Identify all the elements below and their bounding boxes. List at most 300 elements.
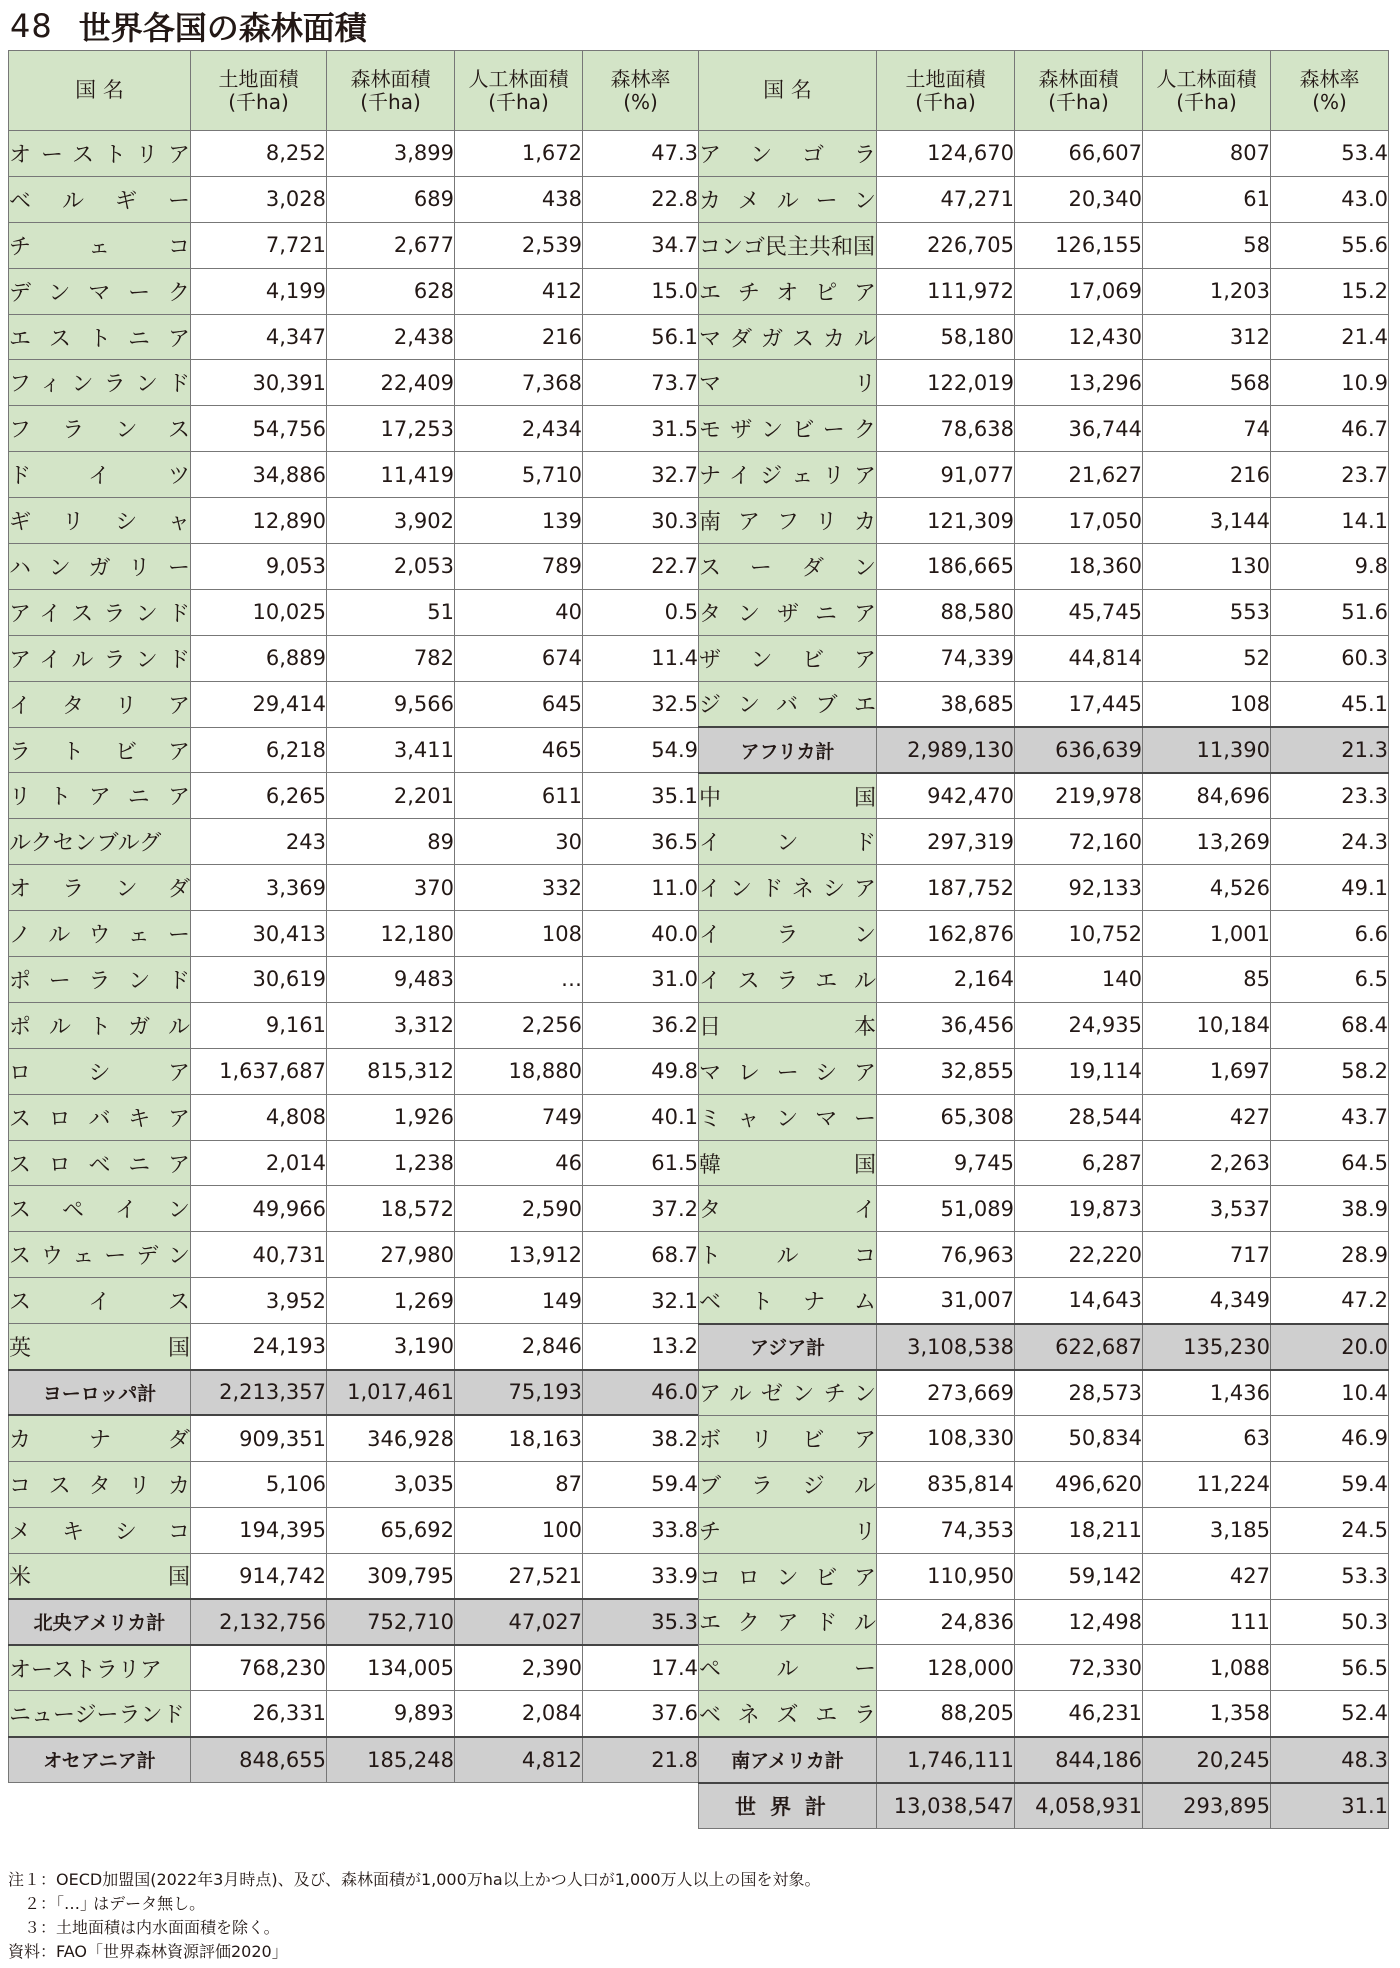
- planted-forest-cell: …: [455, 957, 583, 1003]
- country-name-cell: ラトビア: [9, 727, 191, 773]
- forest-rate-cell: 56.5: [1271, 1645, 1389, 1691]
- forest-area-cell: 17,050: [1015, 498, 1143, 544]
- forest-area-cell: 50,834: [1015, 1415, 1143, 1461]
- forest-rate-cell: 64.5: [1271, 1140, 1389, 1186]
- forest-area-cell: 12,498: [1015, 1599, 1143, 1645]
- planted-forest-cell: 47,027: [455, 1599, 583, 1645]
- forest-rate-cell: 40.0: [583, 911, 699, 957]
- land-area-cell: 3,952: [191, 1278, 327, 1324]
- land-area-cell: 9,745: [877, 1140, 1015, 1186]
- forest-rate-cell: 46.9: [1271, 1415, 1389, 1461]
- country-name-cell: スイス: [9, 1278, 191, 1324]
- country-name-cell: 中国: [699, 773, 877, 819]
- forest-area-cell: 18,572: [327, 1186, 455, 1232]
- table-row: [9, 1278, 699, 1324]
- table-row: [9, 681, 699, 727]
- forest-area-cell: 89: [327, 819, 455, 865]
- land-area-cell: 2,014: [191, 1140, 327, 1186]
- planted-forest-cell: 789: [455, 544, 583, 590]
- land-area-cell: 297,319: [877, 819, 1015, 865]
- forest-area-cell: 9,483: [327, 957, 455, 1003]
- table-row: [699, 635, 1389, 681]
- planted-forest-cell: 293,895: [1143, 1783, 1271, 1829]
- land-area-cell: 29,414: [191, 681, 327, 727]
- forest-rate-cell: 24.5: [1271, 1507, 1389, 1553]
- forest-area-cell: 3,190: [327, 1324, 455, 1370]
- land-area-cell: 12,890: [191, 498, 327, 544]
- planted-forest-cell: 1,358: [1143, 1691, 1271, 1737]
- country-name-cell: ザンビア: [699, 635, 877, 681]
- country-name-cell: ドイツ: [9, 452, 191, 498]
- planted-forest-cell: 1,088: [1143, 1645, 1271, 1691]
- forest-area-cell: 18,211: [1015, 1507, 1143, 1553]
- forest-area-cell: 2,053: [327, 544, 455, 590]
- forest-area-cell: 72,160: [1015, 819, 1143, 865]
- country-name-cell: ベネズエラ: [699, 1691, 877, 1737]
- land-area-cell: 88,205: [877, 1691, 1015, 1737]
- land-area-cell: 942,470: [877, 773, 1015, 819]
- land-area-cell: 3,108,538: [877, 1324, 1015, 1370]
- land-area-cell: 30,391: [191, 360, 327, 406]
- forest-rate-cell: 54.9: [583, 727, 699, 773]
- country-name-cell: ジンバブエ: [699, 681, 877, 727]
- note-3: ３：土地面積は内水面面積を除く。: [8, 1918, 280, 1937]
- land-area-cell: 31,007: [877, 1278, 1015, 1324]
- table-row: [699, 911, 1389, 957]
- country-name-cell: エストニア: [9, 314, 191, 360]
- country-name-cell: カメルーン: [699, 176, 877, 222]
- table-row: [9, 957, 699, 1003]
- forest-rate-cell: 36.5: [583, 819, 699, 865]
- forest-rate-cell: 46.7: [1271, 406, 1389, 452]
- forest-area-cell: 3,902: [327, 498, 455, 544]
- planted-forest-cell: 611: [455, 773, 583, 819]
- note-1: 注１：OECD加盟国(2022年3月時点)、及び、森林面積が1,000万ha以上かつ人口が1,000万人以上の国を対象。: [8, 1870, 821, 1889]
- land-area-cell: 4,347: [191, 314, 327, 360]
- country-name-cell: メキシコ: [9, 1507, 191, 1553]
- forest-rate-cell: 30.3: [583, 498, 699, 544]
- planted-forest-cell: 465: [455, 727, 583, 773]
- forest-rate-cell: 10.4: [1271, 1370, 1389, 1416]
- header-planted: 人工林面積 (千ha): [1143, 51, 1271, 131]
- header-forest: 森林面積 (千ha): [1015, 51, 1143, 131]
- planted-forest-cell: 553: [1143, 589, 1271, 635]
- forest-rate-cell: 48.3: [1271, 1737, 1389, 1783]
- planted-forest-cell: 3,185: [1143, 1507, 1271, 1553]
- land-area-cell: 65,308: [877, 1094, 1015, 1140]
- land-area-cell: 2,164: [877, 957, 1015, 1003]
- land-area-cell: 5,106: [191, 1461, 327, 1507]
- country-name-cell: アルゼンチン: [699, 1370, 877, 1416]
- forest-rate-cell: 53.3: [1271, 1553, 1389, 1599]
- land-area-cell: 49,966: [191, 1186, 327, 1232]
- planted-forest-cell: 568: [1143, 360, 1271, 406]
- forest-rate-cell: 51.6: [1271, 589, 1389, 635]
- country-name-cell: イラン: [699, 911, 877, 957]
- table-row: [9, 1140, 699, 1186]
- country-name-cell: ボリビア: [699, 1415, 877, 1461]
- forest-area-cell: 21,627: [1015, 452, 1143, 498]
- forest-area-cell: 19,873: [1015, 1186, 1143, 1232]
- land-area-cell: 914,742: [191, 1553, 327, 1599]
- planted-forest-cell: 58: [1143, 222, 1271, 268]
- forest-rate-cell: 47.3: [583, 131, 699, 177]
- table-row: [699, 452, 1389, 498]
- table-row: [699, 1186, 1389, 1232]
- planted-forest-cell: 427: [1143, 1094, 1271, 1140]
- forest-rate-cell: 55.6: [1271, 222, 1389, 268]
- country-name-cell: オーストリア: [9, 131, 191, 177]
- forest-rate-cell: 15.2: [1271, 268, 1389, 314]
- forest-rate-cell: 58.2: [1271, 1048, 1389, 1094]
- forest-area-cell: 815,312: [327, 1048, 455, 1094]
- table-row: [699, 406, 1389, 452]
- forest-area-cell: 51: [327, 589, 455, 635]
- land-area-cell: 10,025: [191, 589, 327, 635]
- forest-rate-cell: 6.5: [1271, 957, 1389, 1003]
- planted-forest-cell: 2,084: [455, 1691, 583, 1737]
- planted-forest-cell: 7,368: [455, 360, 583, 406]
- planted-forest-cell: 5,710: [455, 452, 583, 498]
- table-row: [9, 131, 699, 177]
- left-forest-table: [8, 50, 699, 1783]
- planted-forest-cell: 61: [1143, 176, 1271, 222]
- forest-area-cell: 44,814: [1015, 635, 1143, 681]
- table-row: [9, 268, 699, 314]
- land-area-cell: 7,721: [191, 222, 327, 268]
- land-area-cell: 1,637,687: [191, 1048, 327, 1094]
- table-row: [699, 681, 1389, 727]
- planted-forest-cell: 2,590: [455, 1186, 583, 1232]
- header-forest: 森林面積 (千ha): [327, 51, 455, 131]
- forest-rate-cell: 38.2: [583, 1415, 699, 1461]
- land-area-cell: 273,669: [877, 1370, 1015, 1416]
- country-name-cell: 南アフリカ: [699, 498, 877, 544]
- forest-area-cell: 13,296: [1015, 360, 1143, 406]
- table-row: [699, 957, 1389, 1003]
- table-row: [699, 1599, 1389, 1645]
- country-name-cell: アイスランド: [9, 589, 191, 635]
- land-area-cell: 6,218: [191, 727, 327, 773]
- planted-forest-cell: 85: [1143, 957, 1271, 1003]
- planted-forest-cell: 108: [455, 911, 583, 957]
- planted-forest-cell: 46: [455, 1140, 583, 1186]
- country-name-cell: 世界計: [699, 1783, 877, 1829]
- country-name-cell: コスタリカ: [9, 1461, 191, 1507]
- country-name-cell: オランダ: [9, 865, 191, 911]
- planted-forest-cell: 130: [1143, 544, 1271, 590]
- land-area-cell: 243: [191, 819, 327, 865]
- table-row: [699, 176, 1389, 222]
- forest-area-cell: 3,899: [327, 131, 455, 177]
- footnotes: [8, 1868, 821, 1964]
- table-row: [699, 1140, 1389, 1186]
- country-name-cell: ロシア: [9, 1048, 191, 1094]
- country-name-cell: ニュージーランド: [9, 1691, 191, 1737]
- planted-forest-cell: 149: [455, 1278, 583, 1324]
- country-name-cell: コロンビア: [699, 1553, 877, 1599]
- planted-forest-cell: 139: [455, 498, 583, 544]
- forest-area-cell: 346,928: [327, 1415, 455, 1461]
- forest-rate-cell: 9.8: [1271, 544, 1389, 590]
- forest-rate-cell: 60.3: [1271, 635, 1389, 681]
- forest-rate-cell: 34.7: [583, 222, 699, 268]
- page-title: [10, 4, 367, 48]
- forest-rate-cell: 31.0: [583, 957, 699, 1003]
- forest-rate-cell: 59.4: [1271, 1461, 1389, 1507]
- country-name-cell: アイルランド: [9, 635, 191, 681]
- land-area-cell: 38,685: [877, 681, 1015, 727]
- forest-rate-cell: 36.2: [583, 1002, 699, 1048]
- forest-rate-cell: 35.1: [583, 773, 699, 819]
- land-area-cell: 51,089: [877, 1186, 1015, 1232]
- forest-rate-cell: 33.9: [583, 1553, 699, 1599]
- table-row: [9, 1645, 699, 1691]
- forest-area-cell: 496,620: [1015, 1461, 1143, 1507]
- country-name-cell: イスラエル: [699, 957, 877, 1003]
- forest-area-cell: 628: [327, 268, 455, 314]
- total-row: [699, 1737, 1389, 1783]
- land-area-cell: 40,731: [191, 1232, 327, 1278]
- land-area-cell: 74,339: [877, 635, 1015, 681]
- land-area-cell: 2,989,130: [877, 727, 1015, 773]
- country-name-cell: ハンガリー: [9, 544, 191, 590]
- forest-area-cell: 4,058,931: [1015, 1783, 1143, 1829]
- forest-area-cell: 1,017,461: [327, 1370, 455, 1416]
- forest-area-cell: 134,005: [327, 1645, 455, 1691]
- country-name-cell: ルクセンブルグ: [9, 819, 191, 865]
- forest-rate-cell: 13.2: [583, 1324, 699, 1370]
- country-name-cell: マレーシア: [699, 1048, 877, 1094]
- planted-forest-cell: 11,390: [1143, 727, 1271, 773]
- header-planted: 人工林面積 (千ha): [455, 51, 583, 131]
- forest-rate-cell: 46.0: [583, 1370, 699, 1416]
- table-row: [9, 819, 699, 865]
- country-name-cell: トルコ: [699, 1232, 877, 1278]
- planted-forest-cell: 40: [455, 589, 583, 635]
- planted-forest-cell: 2,256: [455, 1002, 583, 1048]
- country-name-cell: オーストラリア: [9, 1645, 191, 1691]
- forest-area-cell: 2,677: [327, 222, 455, 268]
- header-rate: 森林率 (%): [1271, 51, 1389, 131]
- land-area-cell: 30,413: [191, 911, 327, 957]
- table-row: [699, 773, 1389, 819]
- planted-forest-cell: 2,263: [1143, 1140, 1271, 1186]
- planted-forest-cell: 11,224: [1143, 1461, 1271, 1507]
- forest-area-cell: 752,710: [327, 1599, 455, 1645]
- land-area-cell: 4,808: [191, 1094, 327, 1140]
- forest-area-cell: 140: [1015, 957, 1143, 1003]
- table-row: [699, 1691, 1389, 1737]
- forest-rate-cell: 21.8: [583, 1737, 699, 1783]
- forest-rate-cell: 22.8: [583, 176, 699, 222]
- forest-rate-cell: 73.7: [583, 360, 699, 406]
- table-row: [9, 498, 699, 544]
- country-name-cell: チェコ: [9, 222, 191, 268]
- planted-forest-cell: 63: [1143, 1415, 1271, 1461]
- table-row: [699, 589, 1389, 635]
- planted-forest-cell: 412: [455, 268, 583, 314]
- forest-area-cell: 2,201: [327, 773, 455, 819]
- forest-rate-cell: 59.4: [583, 1461, 699, 1507]
- land-area-cell: 74,353: [877, 1507, 1015, 1553]
- forest-area-cell: 636,639: [1015, 727, 1143, 773]
- country-name-cell: ベトナム: [699, 1278, 877, 1324]
- planted-forest-cell: 4,526: [1143, 865, 1271, 911]
- planted-forest-cell: 717: [1143, 1232, 1271, 1278]
- table-row: [699, 1232, 1389, 1278]
- country-name-cell: 韓国: [699, 1140, 877, 1186]
- forest-area-cell: 28,573: [1015, 1370, 1143, 1416]
- land-area-cell: 111,972: [877, 268, 1015, 314]
- country-name-cell: エチオピア: [699, 268, 877, 314]
- table-row: [699, 1645, 1389, 1691]
- land-area-cell: 848,655: [191, 1737, 327, 1783]
- planted-forest-cell: 100: [455, 1507, 583, 1553]
- forest-area-cell: 20,340: [1015, 176, 1143, 222]
- country-name-cell: ポルトガル: [9, 1002, 191, 1048]
- land-area-cell: 9,053: [191, 544, 327, 590]
- forest-rate-cell: 20.0: [1271, 1324, 1389, 1370]
- country-name-cell: 南アメリカ計: [699, 1737, 877, 1783]
- planted-forest-cell: 27,521: [455, 1553, 583, 1599]
- forest-rate-cell: 56.1: [583, 314, 699, 360]
- table-row: [9, 635, 699, 681]
- forest-rate-cell: 22.7: [583, 544, 699, 590]
- planted-forest-cell: 3,537: [1143, 1186, 1271, 1232]
- forest-rate-cell: 28.9: [1271, 1232, 1389, 1278]
- table-row: [9, 176, 699, 222]
- header-rate: 森林率 (%): [583, 51, 699, 131]
- land-area-cell: 32,855: [877, 1048, 1015, 1094]
- planted-forest-cell: 674: [455, 635, 583, 681]
- country-name-cell: コンゴ民主共和国: [699, 222, 877, 268]
- table-row: [699, 1094, 1389, 1140]
- title-text: 世界各国の森林面積: [78, 9, 367, 47]
- land-area-cell: 54,756: [191, 406, 327, 452]
- land-area-cell: 26,331: [191, 1691, 327, 1737]
- forest-rate-cell: 68.7: [583, 1232, 699, 1278]
- planted-forest-cell: 645: [455, 681, 583, 727]
- forest-area-cell: 3,312: [327, 1002, 455, 1048]
- table-row: [9, 1232, 699, 1278]
- planted-forest-cell: 1,672: [455, 131, 583, 177]
- table-row: [9, 911, 699, 957]
- forest-area-cell: 14,643: [1015, 1278, 1143, 1324]
- forest-rate-cell: 0.5: [583, 589, 699, 635]
- planted-forest-cell: 216: [455, 314, 583, 360]
- table-row: [699, 819, 1389, 865]
- planted-forest-cell: 3,144: [1143, 498, 1271, 544]
- forest-area-cell: 10,752: [1015, 911, 1143, 957]
- forest-area-cell: 12,430: [1015, 314, 1143, 360]
- country-name-cell: オセアニア計: [9, 1737, 191, 1783]
- planted-forest-cell: 18,163: [455, 1415, 583, 1461]
- country-name-cell: 日本: [699, 1002, 877, 1048]
- forest-area-cell: 1,269: [327, 1278, 455, 1324]
- table-row: [9, 1324, 699, 1370]
- forest-area-cell: 22,409: [327, 360, 455, 406]
- planted-forest-cell: 135,230: [1143, 1324, 1271, 1370]
- forest-area-cell: 17,069: [1015, 268, 1143, 314]
- country-name-cell: 米国: [9, 1553, 191, 1599]
- land-area-cell: 121,309: [877, 498, 1015, 544]
- land-area-cell: 3,369: [191, 865, 327, 911]
- land-area-cell: 194,395: [191, 1507, 327, 1553]
- table-row: [9, 773, 699, 819]
- forest-rate-cell: 53.4: [1271, 131, 1389, 177]
- table-row: [699, 131, 1389, 177]
- forest-rate-cell: 21.3: [1271, 727, 1389, 773]
- table-row: [699, 1415, 1389, 1461]
- planted-forest-cell: 807: [1143, 131, 1271, 177]
- total-row: [699, 1324, 1389, 1370]
- forest-area-cell: 1,238: [327, 1140, 455, 1186]
- country-name-cell: ヨーロッパ計: [9, 1370, 191, 1416]
- forest-area-cell: 36,744: [1015, 406, 1143, 452]
- country-name-cell: デンマーク: [9, 268, 191, 314]
- table-row: [699, 865, 1389, 911]
- header-land: 土地面積 (千ha): [191, 51, 327, 131]
- planted-forest-cell: 2,434: [455, 406, 583, 452]
- forest-rate-cell: 15.0: [583, 268, 699, 314]
- planted-forest-cell: 2,846: [455, 1324, 583, 1370]
- country-name-cell: ペルー: [699, 1645, 877, 1691]
- forest-rate-cell: 38.9: [1271, 1186, 1389, 1232]
- forest-area-cell: 689: [327, 176, 455, 222]
- forest-area-cell: 9,566: [327, 681, 455, 727]
- country-name-cell: タイ: [699, 1186, 877, 1232]
- forest-area-cell: 782: [327, 635, 455, 681]
- planted-forest-cell: 1,203: [1143, 268, 1271, 314]
- forest-area-cell: 59,142: [1015, 1553, 1143, 1599]
- forest-rate-cell: 37.2: [583, 1186, 699, 1232]
- forest-area-cell: 17,445: [1015, 681, 1143, 727]
- planted-forest-cell: 332: [455, 865, 583, 911]
- forest-rate-cell: 33.8: [583, 1507, 699, 1553]
- table-row: [699, 1002, 1389, 1048]
- country-name-cell: フィンランド: [9, 360, 191, 406]
- country-name-cell: アフリカ計: [699, 727, 877, 773]
- country-name-cell: ミャンマー: [699, 1094, 877, 1140]
- land-area-cell: 78,638: [877, 406, 1015, 452]
- forest-rate-cell: 14.1: [1271, 498, 1389, 544]
- land-area-cell: 128,000: [877, 1645, 1015, 1691]
- planted-forest-cell: 74: [1143, 406, 1271, 452]
- total-row: [9, 1737, 699, 1783]
- forest-rate-cell: 11.0: [583, 865, 699, 911]
- table-row: [9, 1002, 699, 1048]
- planted-forest-cell: 1,001: [1143, 911, 1271, 957]
- land-area-cell: 2,213,357: [191, 1370, 327, 1416]
- country-name-cell: スウェーデン: [9, 1232, 191, 1278]
- table-row: [699, 222, 1389, 268]
- table-row: [9, 727, 699, 773]
- planted-forest-cell: 13,912: [455, 1232, 583, 1278]
- planted-forest-cell: 216: [1143, 452, 1271, 498]
- title-number: 48: [10, 7, 53, 45]
- land-area-cell: 835,814: [877, 1461, 1015, 1507]
- table-row: [9, 314, 699, 360]
- planted-forest-cell: 52: [1143, 635, 1271, 681]
- table-row: [9, 1691, 699, 1737]
- table-row: [699, 544, 1389, 590]
- land-area-cell: 88,580: [877, 589, 1015, 635]
- forest-rate-cell: 49.8: [583, 1048, 699, 1094]
- forest-area-cell: 19,114: [1015, 1048, 1143, 1094]
- land-area-cell: 13,038,547: [877, 1783, 1015, 1829]
- planted-forest-cell: 749: [455, 1094, 583, 1140]
